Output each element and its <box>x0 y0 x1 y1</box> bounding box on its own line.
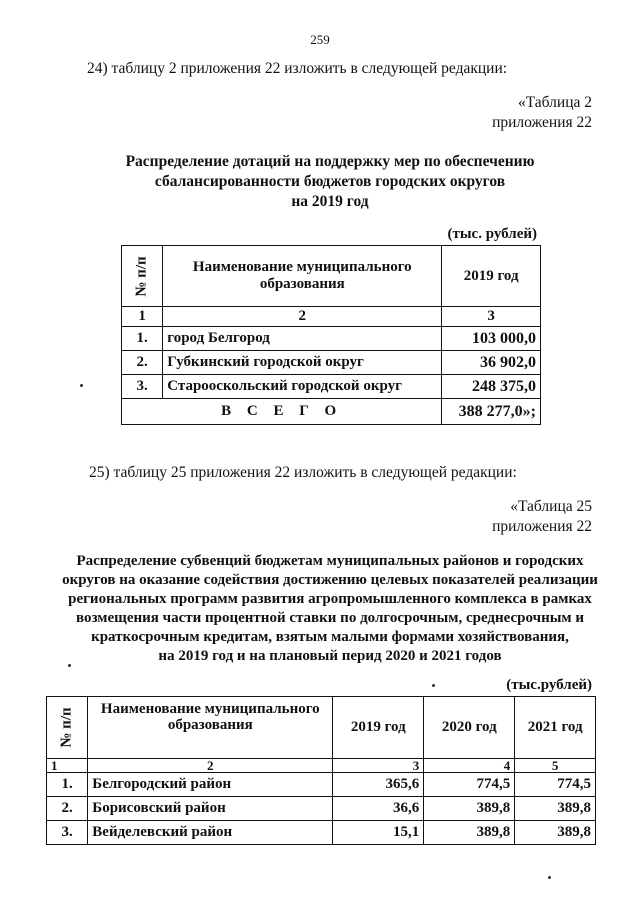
table-row <box>122 327 541 351</box>
table-colnum-row <box>47 759 596 773</box>
row-value-2021: 389,8 <box>515 821 596 845</box>
row-num: 1. <box>47 773 88 797</box>
section2-title-line1: Распределение субвенций бюджетам муниципальных районов и городских <box>76 553 584 569</box>
header-2020: 2020 год <box>424 697 515 759</box>
header-name: Наименование муниципального образования <box>88 697 333 759</box>
table-row <box>47 797 596 821</box>
section1-table <box>121 245 541 425</box>
header-name: Наименование муниципального образования <box>163 246 442 307</box>
row-value-2019: 36,6 <box>333 797 424 821</box>
row-value-2019: 365,6 <box>333 773 424 797</box>
table-row <box>122 375 541 399</box>
table-header-row <box>122 246 541 307</box>
row-num: 3. <box>47 821 88 845</box>
section1-units: (тыс. рублей) <box>447 226 537 242</box>
header-2021: 2021 год <box>515 697 596 759</box>
section2-intro: 25) таблицу 25 приложения 22 изложить в следующей редакции: <box>89 464 517 481</box>
row-value: 103 000,0 <box>442 327 541 351</box>
header-2019: 2019 год <box>442 246 541 307</box>
table-colnum-row <box>122 307 541 327</box>
colnum-2: 2 <box>163 307 442 327</box>
section2-title-line4: возмещения части процентной ставки по долгосрочным, среднесрочным и <box>75 610 585 626</box>
row-name: Борисовский район <box>88 797 333 821</box>
header-num: № п/п <box>47 697 88 759</box>
table-row <box>122 351 541 375</box>
section2-title-line3: региональных программ развития агропромышленного комплекса в рамках <box>68 591 592 607</box>
header-num: № п/п <box>122 246 163 307</box>
row-name: Губкинский городской округ <box>163 351 442 375</box>
section1-title-line1: Распределение дотаций на поддержку мер по обеспечению <box>125 153 535 170</box>
header-2019: 2019 год <box>333 697 424 759</box>
scan-speck <box>68 664 71 667</box>
section1-caption <box>492 93 592 133</box>
row-num: 2. <box>47 797 88 821</box>
section1-caption-line2: приложения 22 <box>492 114 592 131</box>
row-value-2020: 389,8 <box>424 797 515 821</box>
row-name: Старооскольский городской округ <box>163 375 442 399</box>
section1-title-line3: на 2019 год <box>291 193 369 210</box>
row-value: 248 375,0 <box>442 375 541 399</box>
section2-title-line6: на 2019 год и на плановый перид 2020 и 2021 годов <box>158 648 502 664</box>
row-value-2021: 774,5 <box>515 773 596 797</box>
row-value-2021: 389,8 <box>515 797 596 821</box>
row-value-2020: 389,8 <box>424 821 515 845</box>
section2-title-line2: округов на оказание содействия достижению целевых показателей реализации <box>62 572 598 588</box>
row-name: город Белгород <box>163 327 442 351</box>
table-row <box>47 773 596 797</box>
row-num: 1. <box>122 327 163 351</box>
section1-title-line2: сбалансированности бюджетов городских округов <box>154 173 506 190</box>
table-header-row <box>47 697 596 759</box>
row-num: 3. <box>122 375 163 399</box>
colnum-5: 5 <box>515 759 596 773</box>
scan-speck <box>80 384 83 387</box>
colnum-3: 3 <box>333 759 424 773</box>
row-value-2019: 15,1 <box>333 821 424 845</box>
total-value: 388 277,0»; <box>442 399 541 425</box>
section2-caption <box>492 497 592 537</box>
section2-table <box>46 696 596 845</box>
table-total-row <box>122 399 541 425</box>
section2-caption-line2: приложения 22 <box>492 518 592 535</box>
page-number: 259 <box>310 32 330 47</box>
scan-speck <box>548 876 551 879</box>
table-row <box>47 821 596 845</box>
colnum-3: 3 <box>442 307 541 327</box>
section1-caption-line1: «Таблица 2 <box>517 94 592 111</box>
row-name: Вейделевский район <box>88 821 333 845</box>
row-value: 36 902,0 <box>442 351 541 375</box>
section2-units: (тыс.рублей) <box>506 677 592 693</box>
section1-title <box>40 152 620 212</box>
colnum-2: 2 <box>88 759 333 773</box>
row-name: Белгородский район <box>88 773 333 797</box>
section1-intro: 24) таблицу 2 приложения 22 изложить в следующей редакции: <box>87 60 508 77</box>
section2-caption-line1: «Таблица 25 <box>510 498 592 515</box>
colnum-4: 4 <box>424 759 515 773</box>
scan-speck <box>432 684 435 687</box>
row-num: 2. <box>122 351 163 375</box>
colnum-1: 1 <box>122 307 163 327</box>
colnum-1: 1 <box>47 759 88 773</box>
total-label: В С Е Г О <box>122 399 442 425</box>
section2-title-line5: краткосрочным кредитам, взятым малыми формами хозяйствования, <box>91 629 569 645</box>
row-value-2020: 774,5 <box>424 773 515 797</box>
section2-title <box>30 552 630 666</box>
